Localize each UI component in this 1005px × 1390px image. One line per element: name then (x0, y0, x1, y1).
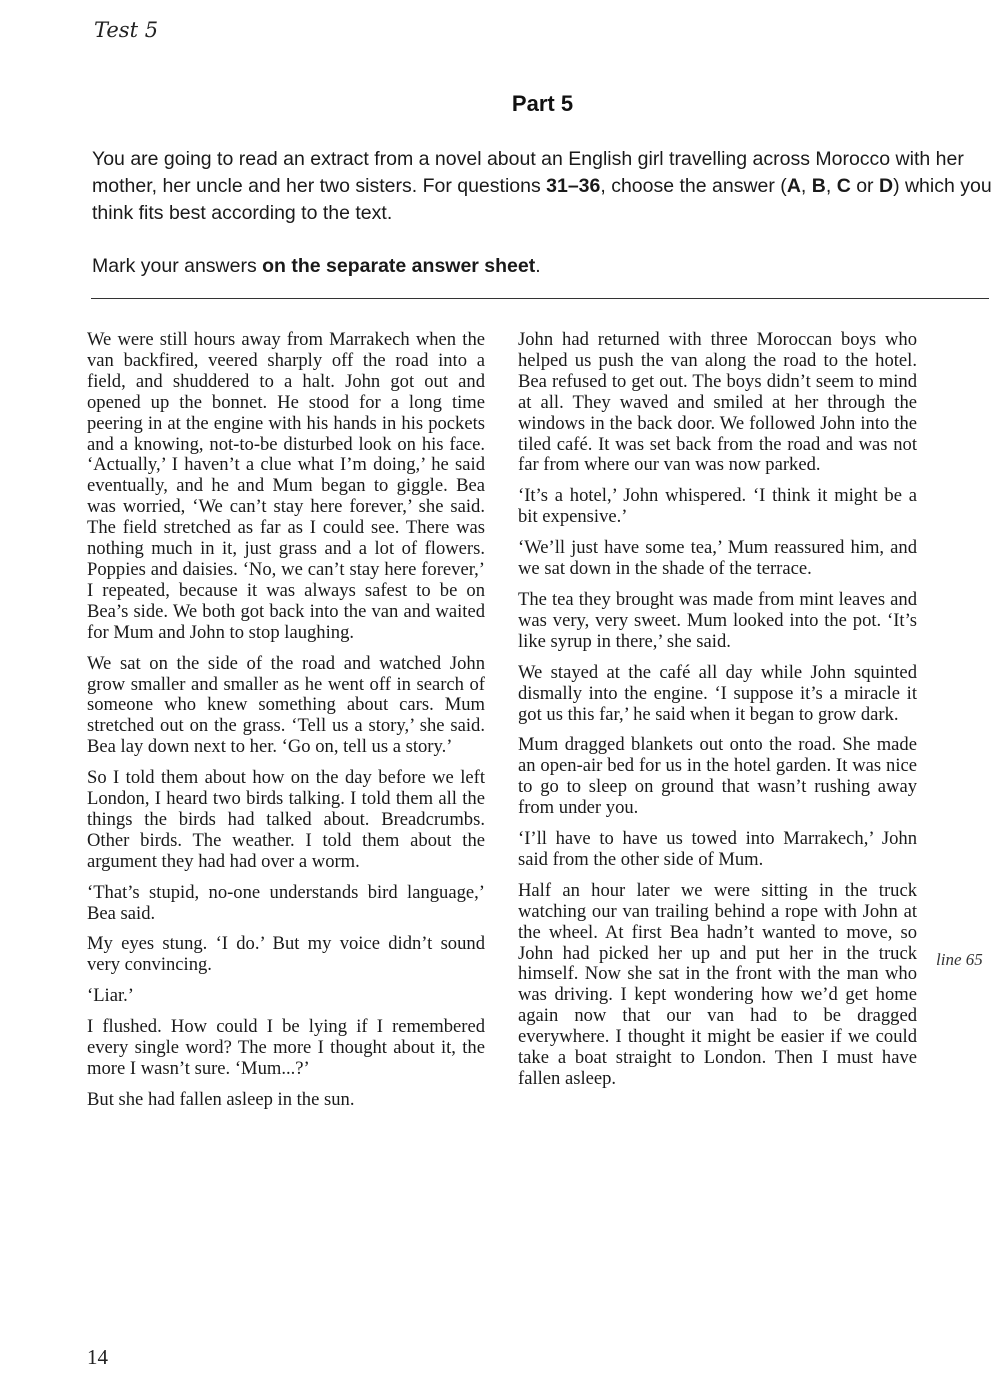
paragraph: My eyes stung. ‘I do.’ But my voice didn’t sound very convincing. (87, 933, 485, 976)
running-head: Test 5 (94, 18, 159, 42)
divider-rule (91, 298, 989, 299)
text-column-left (87, 330, 485, 1121)
paragraph: Mum dragged blankets out onto the road. She made an open-air bed for us in the hotel garden. It was nice to go to sleep on ground that wasn’t rushing away from under you. (518, 734, 917, 819)
option-b: B (811, 175, 826, 197)
paragraph: We stayed at the café all day while John squinted dismally into the engine. ‘I suppose it’s a miracle it got us this far,’ he said when it began to grow dark. (518, 661, 917, 725)
paragraph: We were still hours away from Marrakech when the van backfired, veered sharply off the road into a field, and shuddered to a halt. John got out and opened up the bonnet. He stood for a long time peering in at the engine with his hands in his pockets and a knowing, not-to-be disturbed look on his face. ‘Actually,’ I haven’t a clue what I’m doing,’ he said eventually, and he and Mum began to giggle. Bea was worried, ‘We can’t stay here forever,’ she said. The field stretched as far as I could see. There was nothing much in it, just grass and a lot of flowers. Poppies and daisies. ‘No, we can’t stay here forever,’ I repeated, because it was always safest to be on Bea’s side. We both got back into the van and waited for Mum and John to stop laughing. (87, 329, 485, 643)
option-a: A (786, 175, 801, 197)
intro-text: , choose the answer ( (600, 175, 787, 197)
question-range: 31–36 (546, 175, 601, 197)
paragraph: ‘I’ll have to have us towed into Marrakech,’ John said from the other side of Mum. (518, 828, 917, 870)
separator: , (825, 175, 837, 197)
part-title: Part 5 (511, 91, 574, 116)
option-d: D (878, 175, 894, 197)
paragraph: So I told them about how on the day before we left London, I heard two birds talking. I told them all the things the birds had talked about. Breadcrumbs. Other birds. The weather. I told them about the argument they had had over a worm. (87, 767, 485, 872)
mark-text: . (535, 255, 541, 277)
paragraph: John had returned with three Moroccan boys who helped us push the van along the road to the hotel. Bea refused to get out. The boys didn’t seem to mind at all. They waved and smiled at her through the windows in the back door. We followed John into the tiled café. It was set back from the road and was not far from where our van was now parked. (518, 329, 917, 476)
paragraph: I flushed. How could I be lying if I remembered every single word? The more I thought about it, the more I wasn’t sure. ‘Mum...?’ (87, 1016, 485, 1079)
mark-emphasis: on the separate answer sheet (262, 255, 536, 277)
text-column-right (518, 330, 917, 1100)
mark-text: Mark your answers (92, 255, 263, 277)
paragraph: ‘We’ll just have some tea,’ Mum reassured him, and we sat down in the shade of the terrace. (518, 537, 917, 580)
page-number: 14 (87, 1345, 108, 1369)
instructions-intro (92, 146, 997, 227)
paragraph: ‘That’s stupid, no-one understands bird language,’ Bea said. (87, 881, 485, 924)
paragraph: But she had fallen asleep in the sun. (87, 1088, 355, 1110)
separator: , (800, 175, 812, 197)
option-c: C (836, 175, 851, 197)
line-number-marker: line 65 (936, 950, 983, 969)
paragraph: We sat on the side of the road and watched John grow smaller and smaller as he went off in search of someone who knew something about cars. Mum stretched out on the grass. ‘Tell us a story,’ she said. Bea lay down next to her. ‘Go on, tell us a story.’ (87, 652, 485, 758)
paragraph: ‘Liar.’ (87, 985, 134, 1007)
intro-text: You are going to read an extract from a novel about an English girl travelling across Morocco with her mother, her uncle and her two sisters. For questions (92, 148, 964, 197)
paragraph: ‘It’s a hotel,’ John whispered. ‘I think it might be a bit expensive.’ (518, 485, 917, 528)
paragraph: The tea they brought was made from mint leaves and was very, very sweet. Mum looked into the pot. ‘It’s like syrup in there,’ she said. (518, 588, 917, 652)
instructions (92, 146, 997, 280)
instructions-mark-answers (92, 253, 997, 280)
intro-text: ) which you think fits best according to the text. (92, 175, 992, 224)
separator: or (850, 175, 879, 197)
paragraph: Half an hour later we were sitting in the truck watching our van trailing behind a rope with John at the wheel. At first Bea hadn’t wanted to move, so John had picked her up and put her in the truck himself. Now she sat in the front with the man who was driving. I kept wondering how we’d get home again now that our van had to be dragged everywhere. I thought it might be easier if we could take a boat straight to London. Then I must have fallen asleep. (518, 879, 917, 1089)
